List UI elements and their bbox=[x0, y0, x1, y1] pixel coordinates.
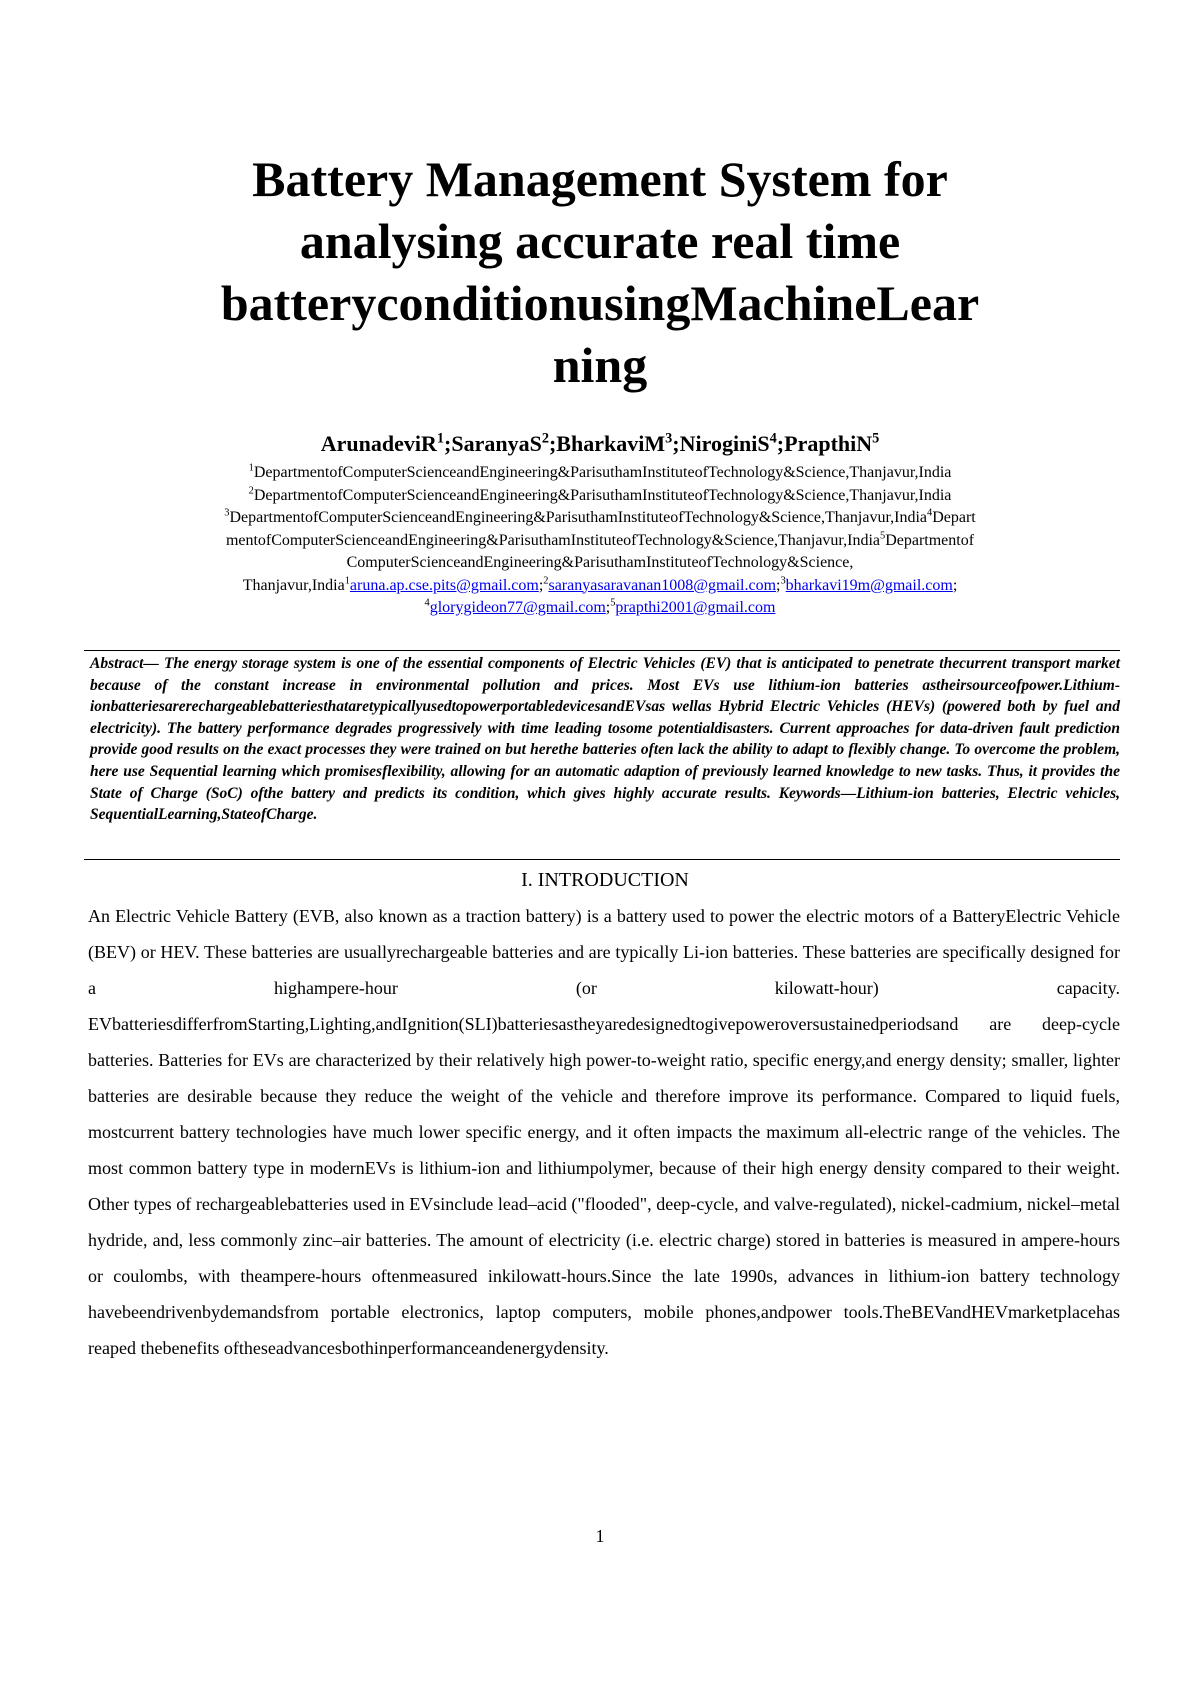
affiliation-line: $^2$DepartmentofComputerScienceandEngineering&ParisuthamInstituteofTechnology&Science,Thanjavur,India bbox=[248, 485, 952, 504]
author-name: BharkaviM bbox=[556, 431, 666, 456]
author-sup: 3 bbox=[665, 430, 673, 447]
author-sup: 1 bbox=[436, 430, 444, 447]
email-line: $^4$glorygideon77@gmail.com;$^5$prapthi2001@gmail.com bbox=[424, 597, 776, 616]
author-sup: 2 bbox=[541, 430, 549, 447]
email-link[interactable]: glorygideon77@gmail.com bbox=[429, 599, 606, 616]
page-number: 1 bbox=[595, 1526, 605, 1546]
introduction-paragraph: An Electric Vehicle Battery (EVB, also known as a traction battery) is a battery used to power the electric motors of a BatteryElectric Vehicle (BEV) or HEV. These batteries are usuallyrechargeable batteries and are typically Li-ion batteries. These batteries are specifically designed for a highampere-hour (or kilowatt-hour) capacity. EVbatteriesdifferfromStarting,Lighting,andIgnition(SLI)batteriesastheyaredesignedtogivepoweroversustainedperiodsand are deep-cycle batteries. Batteries for EVs are characterized by their relatively high power-to-weight ratio, specific energy,and energy density; smaller, lighter batteries are desirable because they reduce the weight of the vehicle and therefore improve its performance. Compared to liquid fuels, mostcurrent battery technologies have much lower specific energy, and it often impacts the maximum all-electric range of the vehicles. The most common battery type in modernEVs is lithium-ion and lithiumpolymer, because of their high energy density compared to their weight. Other types of rechargeablebatteries used in EVsinclude lead–acid ("flooded", deep-cycle, and valve-regulated), nickel-cadmium, nickel–metal hydride, and, less commonly zinc–air batteries. The amount of electricity (i.e. electric charge) stored in batteries is measured in ampere-hours or coulombs, with theampere-hours oftenmeasured inkilowatt-hours.Since the late 1990s, advances in lithium-ion battery technology havebeendrivenbydemandsfrom portable electronics, laptop computers, mobile phones,andpower tools.TheBEVandHEVmarketplacehas reaped thebenefits oftheseadvancesbothinperformanceandenergydensity. bbox=[88, 906, 1120, 1358]
abstract-dash: — bbox=[143, 655, 159, 672]
divider bbox=[84, 859, 1120, 860]
affiliation-line: ComputerScienceandEngineering&ParisuthamInstituteofTechnology&Science, bbox=[346, 554, 854, 571]
author-name: ArunadeviR bbox=[320, 431, 437, 456]
divider bbox=[84, 650, 1120, 651]
title-line: ning bbox=[552, 337, 648, 393]
affiliations bbox=[100, 462, 1100, 620]
author-name: SaranyaS bbox=[451, 431, 542, 456]
author-name: NiroginiS bbox=[679, 431, 770, 456]
paper-title bbox=[120, 148, 1080, 396]
email-link[interactable]: bharkavi19m@gmail.com bbox=[785, 576, 953, 594]
email-link[interactable]: prapthi2001@gmail.com bbox=[615, 599, 776, 616]
author-list: ArunadeviR$^1$;SaranyaS$^2$;BharkaviM$^3$;NiroginiS$^4$;PrapthiN$^5$ bbox=[320, 430, 880, 456]
section-heading: I. INTRODUCTION bbox=[521, 869, 689, 891]
affiliation-line: $^3$DepartmentofComputerScienceandEngineering&ParisuthamInstituteofTechnology&Science,Thanjavur,India$^4$Depart bbox=[224, 507, 976, 526]
author-sup: 5 bbox=[872, 430, 880, 447]
title-line: analysing accurate real time bbox=[299, 213, 901, 269]
email-link[interactable]: saranyasaravanan1008@gmail.com bbox=[548, 576, 777, 594]
email-link[interactable]: aruna.ap.cse.pits@gmail.com bbox=[349, 576, 539, 594]
abstract bbox=[90, 653, 1120, 826]
affiliation-line: mentofComputerScienceandEngineering&ParisuthamInstituteofTechnology&Science,Thanjavur,India$^5$Departmentof bbox=[225, 530, 975, 549]
abstract-text: The energy storage system is one of the essential components of Electric Vehicles (EV) that is anticipated to penetrate thecurrent transport market because of the constant increase in environmental pollution and prices. Most EVs use lithium-ion batteries astheirsourceofpower.Lithium-ionbatteriesarerechargeablebatteriesthataretypicallyusedtopowerportabledevicesandEVsas wellas Hybrid Electric Vehicles (HEVs) (powered both by fuel and electricity). The battery performance degrades progressively with time leading tosome potentialdisasters. Current approaches for data-driven fault prediction provide good results on the exact processes they were trained on but herethe batteries often lack the ability to adapt to flexibly change. To overcome the problem, here use Sequential learning which promisesflexibility, allowing for an automatic adaption of previously learned knowledge to new tasks. Thus, it provides the State of Charge (SoC) ofthe battery and predicts its condition, which gives highly accurate results. Keywords—Lithium-ion batteries, Electric vehicles, SequentialLearning,StateofCharge. bbox=[90, 655, 1120, 824]
email-line: Thanjavur,India$^1$aruna.ap.cse.pits@gmail.com;$^2$saranyasaravanan1008@gmail.com;$^3$bharkavi19m@gmail.com; bbox=[242, 575, 958, 594]
abstract-label: Abstract bbox=[90, 655, 144, 672]
title-line: Battery Management System for bbox=[252, 151, 948, 207]
author-name: PrapthiN bbox=[784, 431, 873, 456]
author-sup: 4 bbox=[769, 430, 777, 447]
affiliation-line: $^1$DepartmentofComputerScienceandEngineering&ParisuthamInstituteofTechnology&Science,Thanjavur,India bbox=[248, 462, 952, 481]
title-line: batteryconditionusingMachineLear bbox=[220, 275, 980, 331]
